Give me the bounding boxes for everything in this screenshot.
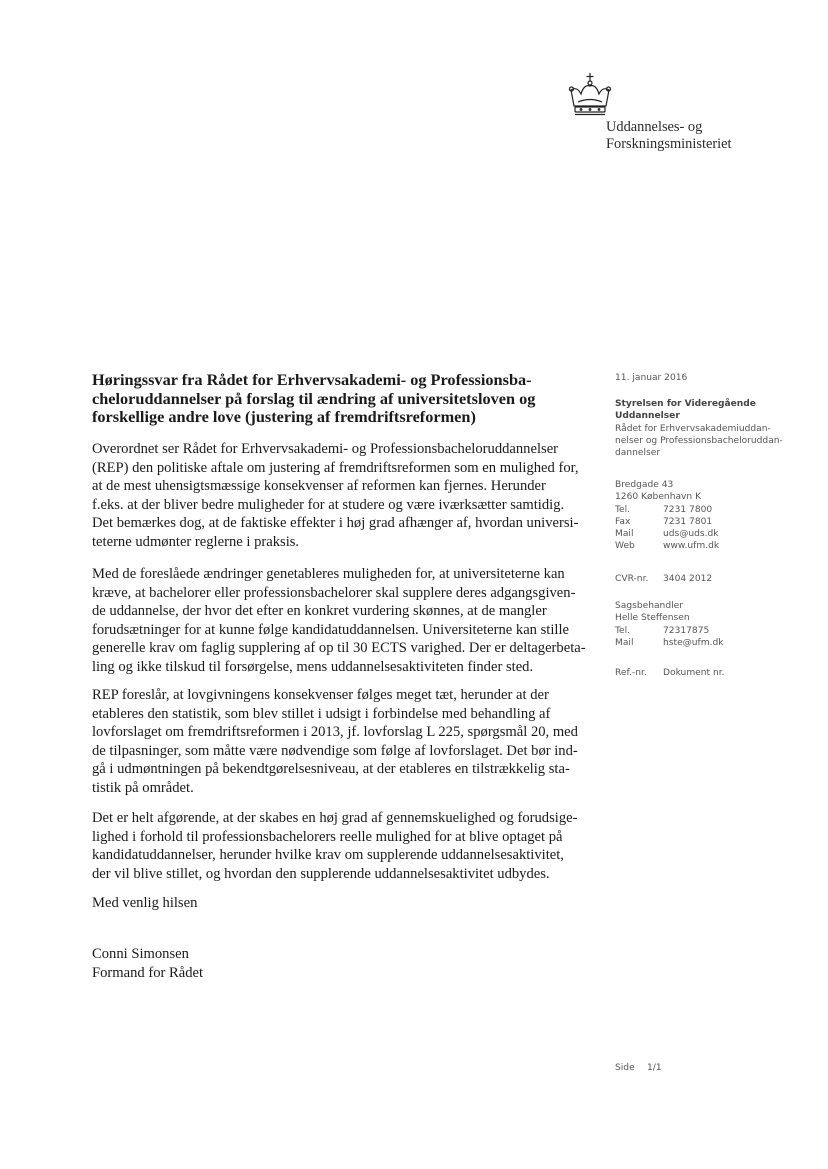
unit-line-2: nelser og Professionsbacheloruddan- — [615, 435, 783, 446]
cvr-value: 3404 2012 — [663, 574, 713, 584]
text-line: der vil blive stillet, og hvordan den supplerende uddannelsesaktivitet udbydes. — [92, 865, 550, 882]
cvr-label: CVR-nr. — [615, 574, 649, 584]
crown-icon — [568, 72, 612, 118]
text-line: at de mest uhensigtsmæssige konsekvenser af reformen kan fjernes. Herunder — [92, 478, 546, 495]
title-line: cheloruddannelser på forslag til ændring af universitetsloven og — [92, 388, 536, 408]
text-line: gå i udmøntningen på bekendtgørelsesniveau, at der etableres en tilstrækkelig sta- — [92, 761, 570, 778]
contact-web — [615, 540, 815, 552]
unit-line-1: Rådet for Erhvervsakademiuddan- — [615, 423, 771, 434]
contact-value: 72317875 — [663, 625, 710, 636]
text-line: de tilpasninger, som måtte være nødvendige som følge af lovforslaget. Det bør ind- — [92, 742, 578, 759]
contact-label: Mail — [615, 637, 634, 648]
contact-label: Mail — [615, 529, 634, 540]
signature — [92, 945, 592, 982]
contact-value[interactable]: www.ufm.dk — [663, 541, 720, 552]
text-line: kræve, at bachelorer eller professionsbachelorer skal supplere deres adgangsgiven- — [92, 584, 576, 601]
text-line: Med de foreslåede ændringer genetableres muligheden for, at universiteterne kan — [92, 566, 565, 582]
text-line: teterne udmønter reglerne i praksis. — [92, 533, 300, 550]
signature-name: Conni Simonsen — [92, 946, 189, 962]
contact-mail — [615, 528, 815, 540]
paragraph-4 — [92, 809, 592, 883]
title-line: forskellige andre love (justering af fremdriftsreformen) — [92, 407, 476, 426]
text-line: Det er helt afgørende, at der skabes en høj grad af gennemskuelighed og forudsige- — [92, 810, 578, 826]
title-line: Høringssvar fra Rådet for Erhvervsakademi- og Professionsba- — [92, 370, 532, 389]
text-line: (REP) den politiske aftale om justering af fremdriftsreformen som en mulighed for, — [92, 459, 579, 476]
contact-label: Web — [615, 541, 635, 552]
text-line: lighed i forhold til professionsbachelorers reelle mulighed for at blive optaget på — [92, 828, 563, 845]
document-title — [92, 371, 592, 427]
text-line: lovforslaget om fremdriftsreformen i 2013, jf. lovforslag L 225, spørgsmål 20, med — [92, 724, 578, 741]
contact-value: 7231 7800 — [663, 504, 713, 515]
text-line: f.eks. at der bliver bedre muligheder for at studere og være iværksætter samtidig. — [92, 496, 565, 513]
ministry-name — [606, 119, 732, 153]
ref-value: Dokument nr. — [663, 668, 725, 678]
contact-value: 7231 7801 — [663, 516, 713, 527]
letter-date — [615, 372, 815, 384]
text-line: de uddannelse, der hvor det efter en konkret vurdering skønnes, at de mangler — [92, 603, 547, 620]
caseworker-name: Helle Steffensen — [615, 613, 690, 624]
text-line: etableres den statistik, som blev stillet i udsigt i forbindelse med behandling af — [92, 705, 551, 722]
agency-line-2: Uddannelser — [615, 411, 680, 422]
agency-line-1: Styrelsen for Videregående — [615, 399, 756, 409]
contact-label: Tel. — [615, 625, 631, 636]
sender-agency — [615, 398, 815, 459]
unit-line-3: dannelser — [615, 448, 661, 459]
caseworker-mail — [615, 637, 815, 649]
cvr-number — [615, 573, 815, 585]
contact-fax — [615, 516, 815, 528]
text-line: forudsætninger for at kunne følge kandidatuddannelsen. Universiteterne kan stille — [92, 621, 569, 638]
text-line: kandidatuddannelser, herunder hvilke krav om supplerende uddannelsesaktivitet, — [92, 847, 564, 864]
contact-value[interactable]: hste@ufm.dk — [663, 637, 724, 648]
paragraph-2 — [92, 565, 592, 677]
city: 1260 København K — [615, 492, 702, 503]
paragraph-3 — [92, 686, 592, 798]
text-line: generelle krav om faglig supplering af op til 30 ECTS varighed. Der er deltagerbeta- — [92, 640, 586, 657]
text-line: REP foreslår, at lovgivningens konsekvenser følges meget tæt, herunder at der — [92, 687, 549, 703]
closing-text: Med venlig hilsen — [92, 895, 198, 911]
reference-number — [615, 667, 815, 679]
text-line: ling og ikke tilskud til forsørgelse, mens uddannelsesaktiviteten finder sted. — [92, 658, 534, 675]
date-text: 11. januar 2016 — [615, 373, 688, 383]
sender-address — [615, 479, 815, 553]
page-label: Side — [615, 1063, 635, 1073]
page-number — [615, 1062, 815, 1074]
caseworker — [615, 600, 815, 649]
closing — [92, 894, 592, 913]
contact-value[interactable]: uds@uds.dk — [663, 529, 719, 540]
caseworker-label: Sagsbehandler — [615, 601, 683, 611]
ref-label: Ref.-nr. — [615, 668, 647, 678]
text-line: Det bemærkes dog, at de faktiske effekter i høj grad afhænger af, hvordan universi- — [92, 515, 579, 532]
ministry-line-2: Forskningsministeriet — [606, 136, 732, 152]
ministry-line-1: Uddannelses- og — [606, 119, 703, 135]
text-line: Overordnet ser Rådet for Erhvervsakademi- og Professionsbacheloruddannelser — [92, 441, 559, 457]
contact-label: Fax — [615, 516, 631, 527]
caseworker-tel — [615, 625, 815, 637]
contact-tel — [615, 504, 815, 516]
page-value: 1/1 — [647, 1063, 662, 1073]
street: Bredgade 43 — [615, 480, 674, 490]
contact-label: Tel. — [615, 504, 631, 515]
text-line: tistik på området. — [92, 779, 194, 796]
paragraph-1 — [92, 440, 592, 552]
signature-title: Formand for Rådet — [92, 964, 204, 981]
